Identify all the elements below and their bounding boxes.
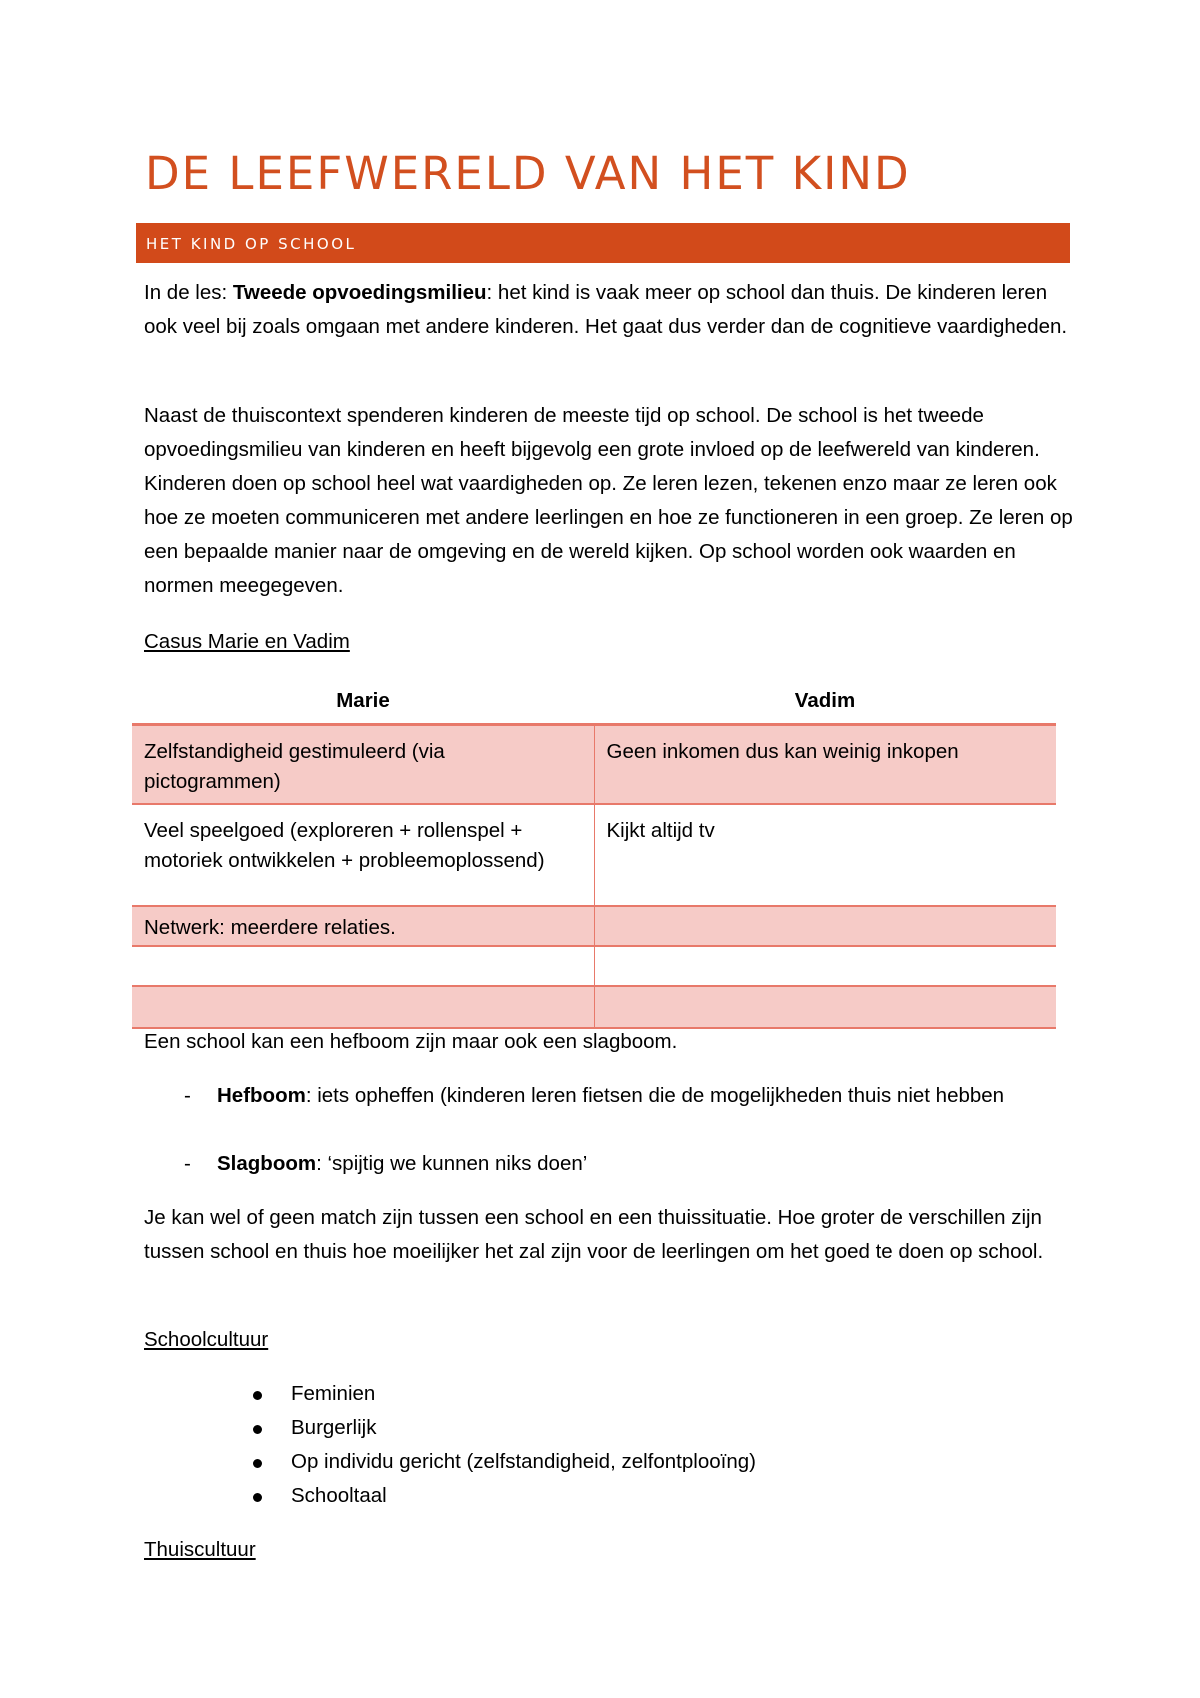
dash-term: Hefboom (217, 1084, 306, 1107)
table-cell: Geen inkomen dus kan weinig inkopen (594, 725, 1056, 805)
schoolcultuur-heading: Schoolcultuur (144, 1328, 269, 1351)
list-item-label: Schooltaal (291, 1484, 387, 1507)
intro-term: Tweede opvoedingsmilieu (232, 281, 487, 304)
bullet-dot (253, 1493, 262, 1502)
list-item-label: Feminien (291, 1382, 376, 1405)
table-cell: Zelfstandigheid gestimuleerd (via pictogrammen) (132, 725, 594, 805)
table-row (132, 986, 1056, 1028)
thuiscultuur-heading: Thuiscultuur (144, 1538, 256, 1561)
table-cell (132, 946, 594, 986)
table-cell: Kijkt altijd tv (594, 804, 1056, 906)
document-title: DE LEEFWERELD VAN HET KIND (145, 147, 911, 200)
table-row (132, 906, 1056, 946)
hefboom-intro: Een school kan een hefboom zijn maar ook een slagboom. (144, 1030, 678, 1053)
table-row (132, 946, 1056, 986)
intro-prefix: In de les: (144, 281, 233, 304)
table-cell (132, 986, 594, 1028)
bullet-dot (253, 1459, 262, 1468)
intro-rest: : het kind is vaak meer op school dan thuis. De kinderen leren ook veel bij zoals omgaan met andere kinderen. Het gaat dus verder dan de cognitieve vaardigheden. (144, 281, 1068, 338)
dash-term: Slagboom (217, 1152, 317, 1175)
dash-marker: - (184, 1084, 191, 1107)
list-item-label: Op individu gericht (zelfstandigheid, zelfontplooïng) (291, 1450, 756, 1473)
bullet-dot (253, 1391, 262, 1400)
section-heading: HET KIND OP SCHOOL (136, 223, 1070, 263)
header-vadim: Vadim (594, 687, 1056, 725)
intro-paragraph (144, 276, 1074, 344)
table-cell: Netwerk: meerdere relaties. (132, 906, 594, 946)
casus-heading: Casus Marie en Vadim (144, 630, 350, 653)
table-cell (594, 946, 1056, 986)
table-cell: Veel speelgoed (exploreren + rollenspel + motoriek ontwikkelen + probleemoplossend) (132, 804, 594, 906)
list-item-label: Burgerlijk (291, 1416, 377, 1439)
context-paragraph: Naast de thuiscontext spenderen kinderen de meeste tijd op school. De school is het tweede opvoedingsmilieu van kinderen en heeft bijgevolg een grote invloed op de leefwereld van kinderen. Kinderen doen op school heel wat vaardigheden op. Ze leren lezen, tekenen enzo maar ze leren ook hoe ze moeten communiceren met andere leerlingen en hoe ze functioneren in een groep. Ze leren op een bepaalde manier naar de omgeving en de wereld kijken. Op school worden ook waarden en normen meegegeven. (144, 404, 1073, 597)
table-cell (594, 986, 1056, 1028)
bullet-dot (253, 1425, 262, 1434)
table-cell (594, 906, 1056, 946)
dash-marker: - (184, 1152, 191, 1175)
list-item (184, 1079, 1034, 1147)
casus-table (132, 687, 1056, 1029)
match-paragraph: Je kan wel of geen match zijn tussen een school en een thuissituatie. Hoe groter de verschillen zijn tussen school en thuis hoe moeilijker het zal zijn voor de leerlingen om het goed te doen op school. (144, 1206, 1044, 1263)
table-row (132, 725, 1056, 805)
dash-text: : iets opheffen (kinderen leren fietsen die de mogelijkheden thuis niet hebben (305, 1084, 1005, 1107)
dash-text: : ‘spijtig we kunnen niks doen’ (316, 1152, 588, 1175)
table-header-row (132, 687, 1056, 725)
header-marie: Marie (132, 687, 594, 725)
table-row (132, 804, 1056, 906)
